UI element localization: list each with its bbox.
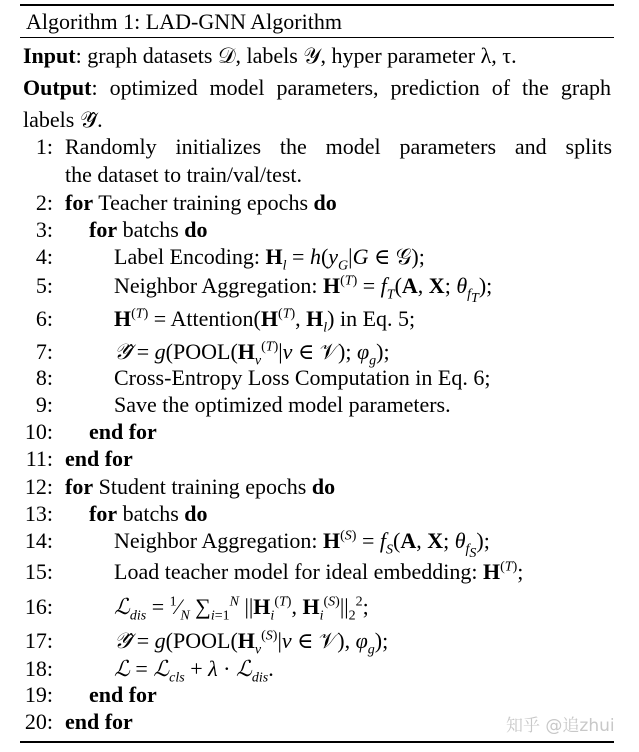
watermark: 知乎 @追zhui (506, 716, 615, 736)
math-expression: $H^{(S)} = f_S(A$, X; $\theta_{f_S}$); (322, 528, 490, 562)
step-1 (0, 133, 639, 161)
step-text: Neighbor Aggregation: (114, 528, 323, 553)
output-text: : optimized model parameters, prediction of the graph labels 𝒴̂. (23, 75, 611, 132)
output-line (23, 72, 611, 136)
keyword-end-for: end for (65, 446, 133, 471)
keyword-end-for: end for (89, 682, 157, 707)
step-text: Randomly initializes the model parameters and splits (65, 134, 612, 159)
bottom-rule (20, 741, 614, 743)
input-text: : graph datasets 𝒟, labels 𝒴, hyper parameter λ, τ. (75, 43, 517, 68)
line-number: 3: (35, 217, 53, 242)
step-text: Save the optimized model parameters. (114, 392, 451, 417)
line-number: 2: (35, 190, 53, 215)
step-12 (0, 473, 639, 501)
line-number: 5: (35, 273, 53, 298)
algorithm-caption: Algorithm 1: LAD-GNN Algorithm (26, 9, 342, 34)
step-15 (0, 558, 639, 586)
line-number: 19: (24, 682, 53, 707)
step-text: Load teacher model for ideal embedding: (114, 559, 483, 584)
step-text: Cross-Entropy Loss Computation in Eq. 6; (114, 365, 491, 390)
keyword-for: for (89, 217, 118, 242)
line-number: 11: (25, 446, 53, 471)
keyword-do: do (313, 190, 337, 215)
step-10 (0, 418, 639, 446)
step-16 (0, 593, 639, 624)
line-number: 14: (24, 528, 53, 553)
line-number: 7: (35, 339, 53, 364)
math-expression: $H^{(T)}$; (482, 559, 524, 584)
step-5 (0, 272, 639, 307)
step-8 (0, 364, 639, 392)
step-text: Student training epochs (93, 474, 312, 499)
step-18 (0, 655, 639, 686)
line-number: 16: (24, 594, 53, 619)
math-expression: ℒ = ℒ$_{cls}$ + λ · ℒ$_{dis}$. (114, 656, 274, 686)
step-4 (0, 243, 639, 274)
math-expression: 𝒴̂ = $g(POOL(H_v^{(T)}|v$ ∈ 𝒱); $\varphi_g$); (114, 339, 390, 369)
step-7 (0, 338, 639, 369)
step-9 (0, 391, 639, 419)
math-expression: 𝒴̂ = $g(POOL(H_v^{(S)}|v$ ∈ 𝒱), $\varphi_g$); (114, 628, 389, 658)
line-number: 12: (24, 474, 53, 499)
input-line (23, 40, 611, 72)
keyword-do: do (184, 217, 208, 242)
input-label: Input (23, 43, 76, 68)
keyword-for: for (65, 190, 94, 215)
step-text: in Eq. 5; (334, 306, 416, 331)
math-expression: $H^{(T)}$ = $Attention(H^{(T)}$, $H_l$) (114, 306, 335, 336)
keyword-for: for (89, 501, 118, 526)
keyword-end-for: end for (65, 709, 133, 734)
math-expression: ℒ$_{dis}$ = $^1⁄_N$ $\sum_{i=1}^N$ $||H_i^{(T)}$, $H_i^{(S)}||_2^2$; (114, 594, 369, 624)
line-number: 6: (35, 306, 53, 331)
line-number: 17: (24, 628, 53, 653)
step-3 (0, 216, 639, 244)
line-number: 1: (35, 134, 53, 159)
step-text: the dataset to train/val/test. (65, 162, 303, 187)
line-number: 8: (35, 365, 53, 390)
step-6 (0, 305, 639, 336)
keyword-do: do (311, 474, 336, 499)
line-number: 4: (35, 244, 53, 269)
step-14 (0, 527, 639, 562)
step-19 (0, 681, 639, 709)
top-rule (20, 4, 614, 6)
step-1-cont (0, 161, 639, 189)
line-number: 9: (35, 392, 53, 417)
keyword-do: do (184, 501, 208, 526)
output-label: Output (23, 75, 92, 100)
step-17 (0, 627, 639, 658)
step-text: batchs (117, 501, 185, 526)
keyword-end-for: end for (89, 419, 157, 444)
line-number: 20: (24, 709, 53, 734)
step-13 (0, 500, 639, 528)
caption-rule (20, 37, 614, 38)
step-text: Label Encoding: (114, 244, 266, 269)
step-2 (0, 189, 639, 217)
line-number: 18: (24, 656, 53, 681)
math-expression: $H_l = h(y_G|G$ ∈ 𝒢); (265, 244, 425, 274)
line-number: 15: (24, 559, 53, 584)
math-expression: $H^{(T)} = f_T(A$, X; $\theta_{f_T}$); (322, 273, 493, 307)
step-11 (0, 445, 639, 473)
line-number: 13: (24, 501, 53, 526)
step-text: Teacher training epochs (93, 190, 314, 215)
step-text: Neighbor Aggregation: (114, 273, 323, 298)
step-text: batchs (117, 217, 185, 242)
keyword-for: for (65, 474, 94, 499)
line-number: 10: (24, 419, 53, 444)
